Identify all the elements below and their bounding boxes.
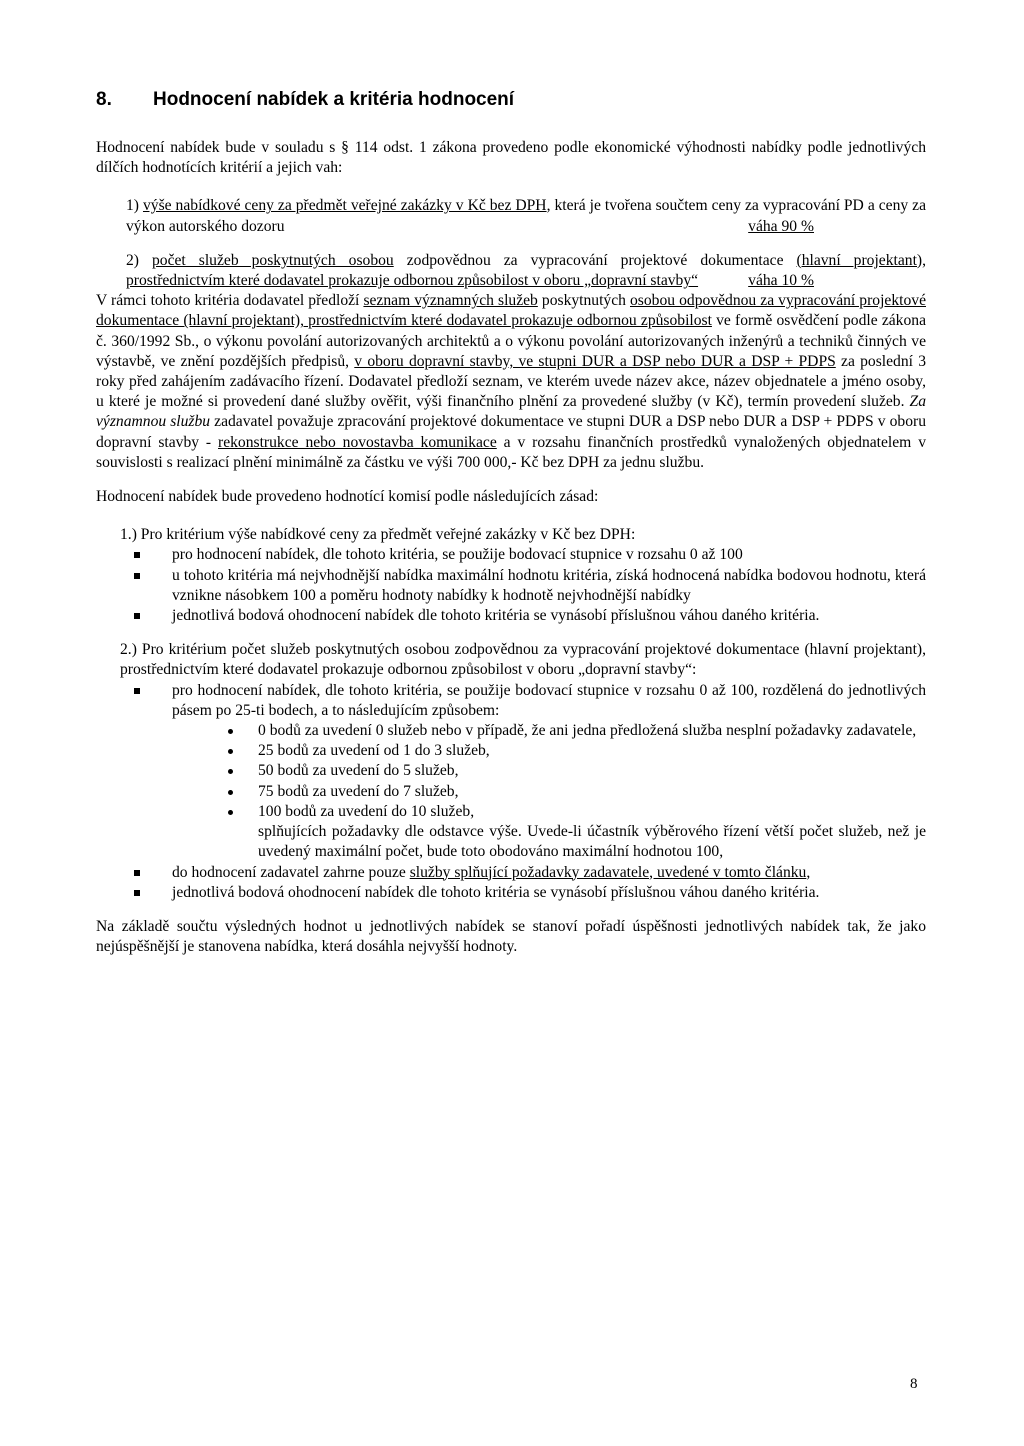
criterion-2 xyxy=(96,251,926,291)
criterion-1-prefix: 1) xyxy=(126,197,143,215)
criterion-2-name: počet služeb poskytnutých osobou xyxy=(152,251,394,269)
list-item: jednotlivá bodová ohodnocení nabídek dle tohoto kritéria se vynásobí příslušnou váhou daného kritéria. xyxy=(172,883,926,903)
framework-text-2: poskytnutých xyxy=(537,292,630,310)
section-title: Hodnocení nabídek a kritéria hodnocení xyxy=(153,89,515,110)
criterion-2-weight: váha 10 % xyxy=(748,272,814,290)
framework-text-4: za poslední 3 roky před zahájením zadávacího řízení. Dodavatel předloží seznam, ve kterém uvede název akce, název objednatele a jméno osoby, u které je možné si provedení dané služby ověřit, výši finančního plnění za provedené služby (v Kč), termín provedení služeb. xyxy=(96,352,926,411)
criterion-2-scope: (hlavní projektant), prostřednictvím které dodavatel prokazuje odbornou způsobilost v oboru „dopravní stavby“ xyxy=(126,251,926,290)
list-item xyxy=(172,863,926,883)
page-number: 8 xyxy=(910,1376,918,1392)
document-page xyxy=(96,88,926,957)
list-item: jednotlivá bodová ohodnocení nabídek dle tohoto kritéria se vynásobí příslušnou váhou daného kritéria. xyxy=(172,606,926,626)
bullet-underline: služby splňující požadavky zadavatele, uvedené v tomto článku xyxy=(409,863,807,881)
framework-text-5: zadavatel považuje zpracování projektové dokumentace ve stupni DUR a DSP nebo DUR a DSP + PDPS v oboru dopravní stavby - xyxy=(96,413,926,451)
list-item: 100 bodů za uvedení do 10 služeb, xyxy=(258,802,926,822)
framework-underline-1: seznam významných služeb xyxy=(363,292,538,310)
list-item: u tohoto kritéria má nejvhodnější nabídka maximální hodnotu kritéria, získá hodnocená nabídka bodovou hodnotu, která vznikne násobkem 100 a poměru hodnoty nabídky k hodnotě nejvhodnější nabídky xyxy=(172,566,926,606)
framework-underline-4: rekonstrukce nebo novostavba komunikace xyxy=(218,433,497,451)
list-item: 75 bodů za uvedení do 7 služeb, xyxy=(258,782,926,802)
criterion-1-text: , která je tvořena součtem ceny za vypracování PD a ceny za výkon autorského dozoru xyxy=(126,197,926,235)
criterion-2-text: zodpovědnou za vypracování projektové dokumentace xyxy=(393,251,797,269)
criterion-1-name: výše nabídkové ceny za předmět veřejné zakázky v Kč bez DPH xyxy=(142,197,547,215)
framework-paragraph xyxy=(96,291,926,473)
bullet-text-end: , xyxy=(806,863,811,881)
framework-text-6: a v rozsahu finančních prostředků vynaložených objednatelem v souvislosti s realizací plnění minimálně za částku ve výši 700 000,- Kč bez DPH za jednu službu. xyxy=(96,433,926,471)
rule-2-bullets-more xyxy=(120,863,926,903)
list-item: 50 bodů za uvedení do 5 služeb, xyxy=(258,761,926,781)
conclusion-paragraph: Na základě součtu výsledných hodnot u jednotlivých nabídek se stanoví pořadí úspěšnosti jednotlivých nabídek tak, že jako nejúspěšnější je stanovena nabídka, která dosáhla nejvyšší hodnoty. xyxy=(96,917,926,956)
scoring-bands-note: splňujících požadavky dle odstavce výše. Uvede-li účastník výběrového řízení větší počet služeb, než je uvedený maximální počet, bude toto obodováno maximální hodnotou 100, xyxy=(258,823,926,861)
list-item: pro hodnocení nabídek, dle tohoto kritéria, se použije bodovací stupnice v rozsahu 0 až 100 xyxy=(172,545,926,565)
intro-paragraph: Hodnocení nabídek bude v souladu s § 114 odst. 1 zákona provedeno podle ekonomické výhodnosti nabídky podle jednotlivých dílčích hodnotících kritérií a jejich vah: xyxy=(96,139,926,177)
bullet-text: do hodnocení zadavatel zahrne pouze xyxy=(172,863,410,881)
section-heading xyxy=(96,88,926,112)
section-number: 8. xyxy=(96,89,112,110)
framework-underline-3: v oboru dopravní stavby, ve stupni DUR a DSP nebo DUR a DSP + PDPS xyxy=(354,352,836,370)
list-item: 25 bodů za uvedení od 1 do 3 služeb, xyxy=(258,741,926,761)
rule-2 xyxy=(96,640,926,903)
rules-intro: Hodnocení nabídek bude provedeno hodnotící komisí podle následujících zásad: xyxy=(96,488,599,506)
rule-2-heading: 2.) Pro kritérium počet služeb poskytnutých osobou zodpovědnou za vypracování projektové dokumentace (hlavní projektant), prostřednictvím které dodavatel prokazuje odbornou způsobilost v oboru „dopravní stavby“: xyxy=(120,641,926,679)
list-item: 0 bodů za uvedení 0 služeb nebo v případě, že ani jedna předložená služba nesplní požadavky zadavatele, xyxy=(258,721,926,741)
framework-text-3: ve formě osvědčení podle zákona č. 360/1992 Sb., o výkonu povolání autorizovaných architektů a o výkonu povolání autorizovaných inženýrů a techniků činných ve výstavbě, ve znění pozdějších předpisů, xyxy=(96,312,926,370)
rule-1 xyxy=(96,525,926,626)
framework-underline-2: osobou odpovědnou za vypracování projektové dokumentace (hlavní projektant), prostřednictvím které dodavatel prokazuje odbornou způsobilost xyxy=(96,292,926,330)
framework-text-1: V rámci tohoto kritéria dodavatel předloží xyxy=(96,292,364,310)
rule-1-bullets xyxy=(120,545,926,626)
criterion-2-prefix: 2) xyxy=(126,251,152,269)
rule-1-heading: 1.) Pro kritérium výše nabídkové ceny za předmět veřejné zakázky v Kč bez DPH: xyxy=(120,526,636,544)
list-item: pro hodnocení nabídek, dle tohoto kritéria, se použije bodovací stupnice v rozsahu 0 až 100, rozdělená do jednotlivých pásem po 25-ti bodech, a to následujícím způsobem: xyxy=(172,681,926,721)
rule-2-bullets xyxy=(120,681,926,721)
criterion-1-weight: váha 90 % xyxy=(748,217,814,235)
criterion-1 xyxy=(96,196,926,236)
framework-italic-1: Za významnou službu xyxy=(96,393,926,431)
scoring-bands xyxy=(120,721,926,822)
